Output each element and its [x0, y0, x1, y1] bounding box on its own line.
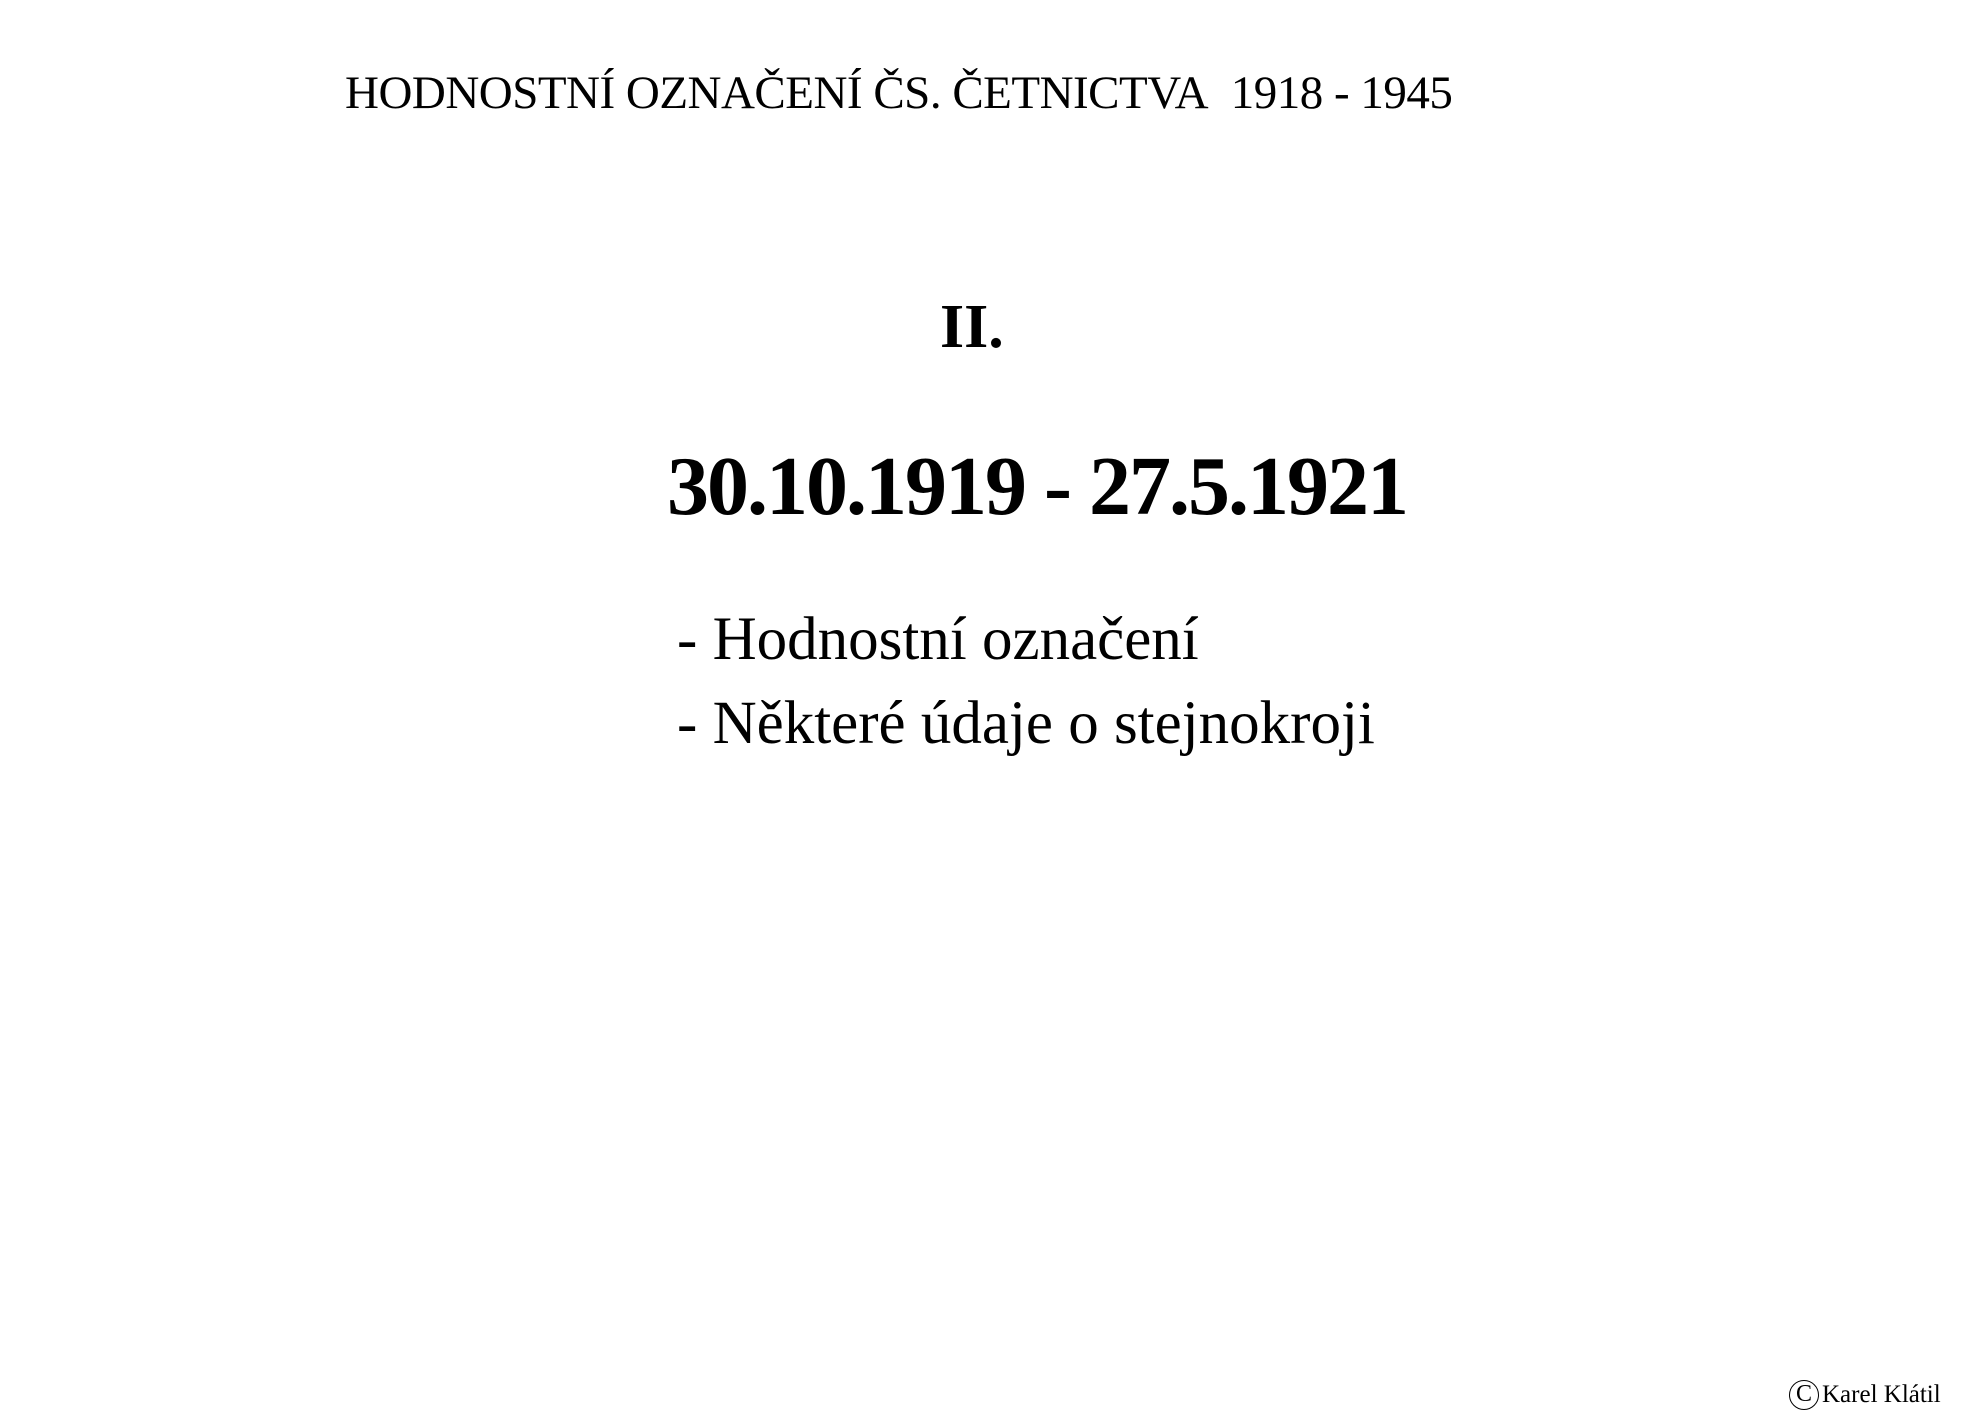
copyright-author: Karel Klátil [1822, 1381, 1941, 1408]
copyright-icon: C [1789, 1380, 1819, 1410]
contents-item: - Některé údaje o stejnokroji [677, 690, 1375, 757]
contents-list [677, 598, 1375, 766]
page-header [345, 66, 1452, 120]
contents-item: - Hodnostní označení [677, 606, 1199, 673]
header-years: 1918 - 1945 [1230, 67, 1453, 119]
part-number: II. [940, 293, 1004, 361]
copyright-notice [1789, 1380, 1941, 1410]
header-title: HODNOSTNÍ OZNAČENÍ ČS. ČETNICTVA [345, 67, 1206, 119]
date-range: 30.10.1919 - 27.5.1921 [667, 440, 1407, 533]
